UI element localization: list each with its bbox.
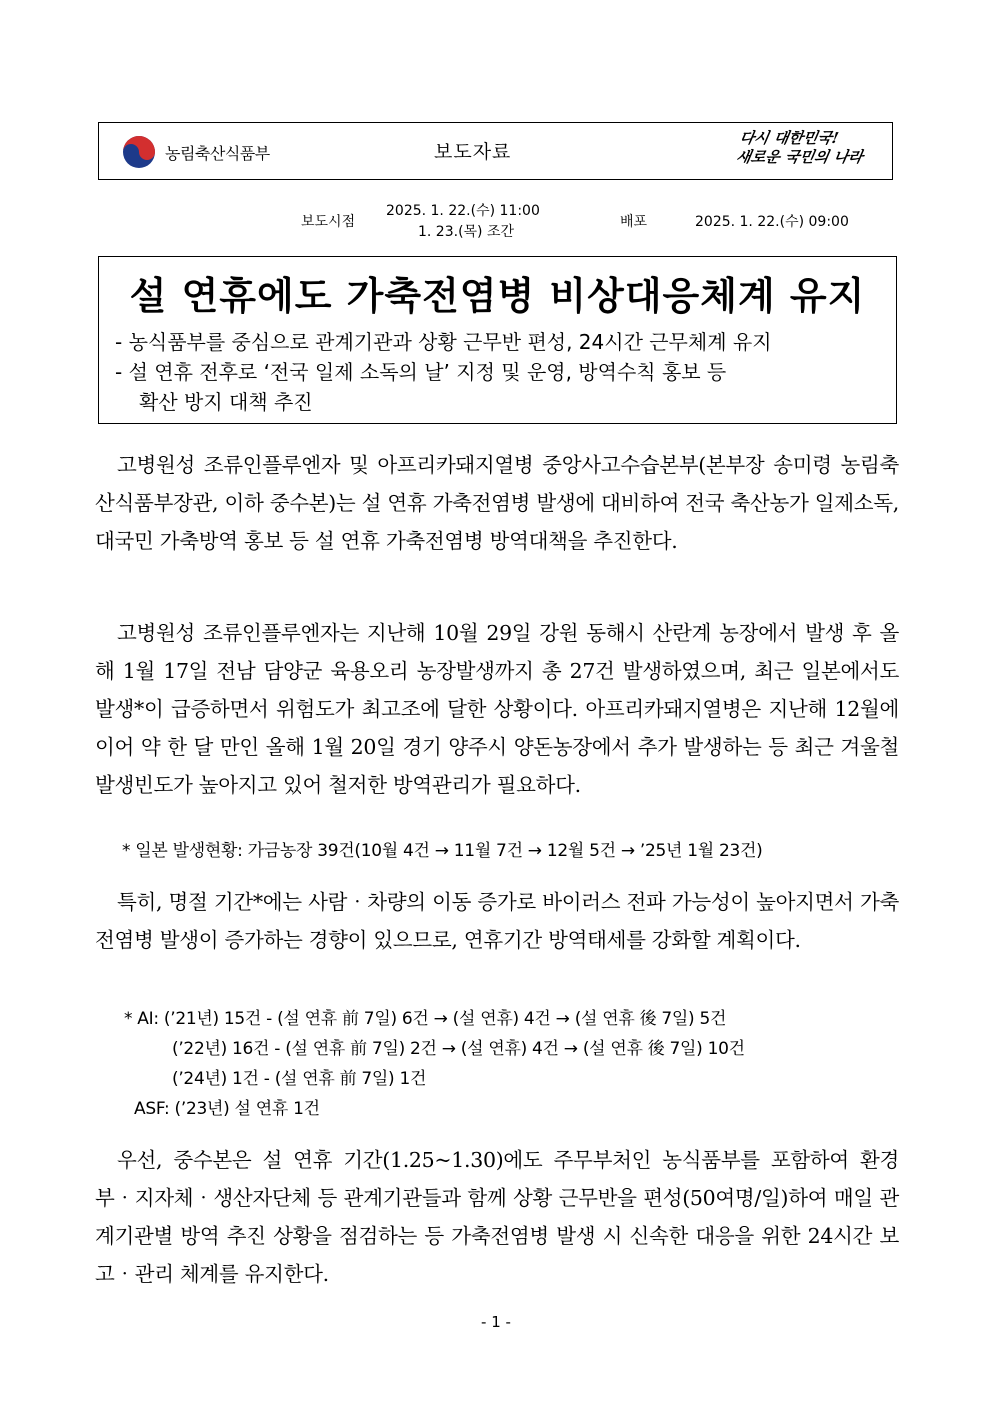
ministry-name: 농림축산식품부 [165, 143, 270, 163]
slogan-line2: 새로운 국민의 나라 [734, 148, 864, 166]
footnote-ai-2022: (’22년) 16건 - (설 연휴 前 7일) 2건 → (설 연휴) 4건 → (설 연휴 後 7일) 10건 [172, 1039, 745, 1059]
headline-box [98, 256, 897, 424]
footnote-asf-2023: ASF: (’23년) 설 연휴 1건 [134, 1099, 320, 1119]
slogan [734, 129, 867, 167]
slogan-line1: 다시 대한민국! [737, 129, 840, 147]
headline: 설 연휴에도 가축전염병 비상대응체계 유지 [129, 274, 866, 318]
footnote-japan: * 일본 발생현황: 가금농장 39건(10월 4건 → 11월 7건 → 12월 5건 → ’25년 1월 23건) [122, 841, 763, 861]
subheadline-1: - 농식품부를 중심으로 관계기관과 상황 근무반 편성, 24시간 근무체계 유지 [115, 330, 772, 354]
paragraph-4: 우선, 중수본은 설 연휴 기간(1.25~1.30)에도 주무부처인 농식품부를 포함하여 환경부‧지자체‧생산자단체 등 관계기관들과 함께 상황 근무반을 편성(50여명/일)하여 매일 관계기관별 방역 추진 상황을 점검하는 등 가축전염병 발생 시 신속한 대응을 위한 24시간 보고‧관리 체계를 유지한다. [95, 1148, 899, 1286]
footnote-ai-2024: (’24년) 1건 - (설 연휴 前 7일) 1건 [172, 1069, 427, 1089]
distribution-label: 배포 [620, 214, 648, 230]
release-time: 2025. 1. 22.(수) 11:00 [386, 203, 540, 219]
footnote-ai-2021: * AI: (’21년) 15건 - (설 연휴 前 7일) 6건 → (설 연휴) 4건 → (설 연휴 後 7일) 5건 [124, 1009, 727, 1029]
taegeuk-emblem-icon [121, 134, 157, 170]
paragraph-3: 특히, 명절 기간*에는 사람‧차량의 이동 증가로 바이러스 전파 가능성이 높아지면서 가축전염병 발생이 증가하는 경향이 있으므로, 연휴기간 방역태세를 강화할 계획이다. [95, 890, 899, 952]
subheadline-2-cont: 확산 방지 대책 추진 [139, 390, 313, 414]
ministry-logo [121, 134, 270, 170]
release-info [0, 197, 992, 243]
distribution-time: 2025. 1. 22.(수) 09:00 [695, 214, 849, 230]
subheadline-2: - 설 연휴 전후로 ‘전국 일제 소독의 날’ 지정 및 운영, 방역수칙 홍보 등 [115, 360, 727, 384]
masthead [98, 122, 893, 180]
subheadlines [115, 327, 890, 417]
page-number: - 1 - [481, 1313, 511, 1331]
doc-type-label: 보도자료 [434, 141, 512, 163]
release-label: 보도시점 [301, 214, 356, 230]
paragraph-1: 고병원성 조류인플루엔자 및 아프리카돼지열병 중앙사고수습본부(본부장 송미령 농림축산식품부장관, 이하 중수본)는 설 연휴 가축전염병 발생에 대비하여 전국 축산농가 일제소독, 대국민 가축방역 홍보 등 설 연휴 가축전염병 방역대책을 추진한다. [95, 453, 899, 553]
release-edition: 1. 23.(목) 조간 [418, 224, 515, 240]
paragraph-2: 고병원성 조류인플루엔자는 지난해 10월 29일 강원 동해시 산란계 농장에서 발생 후 올해 1월 17일 전남 담양군 육용오리 농장발생까지 총 27건 발생하였으며, 최근 일본에서도 발생*이 급증하면서 위험도가 최고조에 달한 상황이다. 아프리카돼지열병은 지난해 12월에 이어 약 한 달 만인 올해 1월 20일 경기 양주시 양돈농장에서 추가 발생하는 등 최근 겨울철 발생빈도가 높아지고 있어 철저한 방역관리가 필요하다. [95, 621, 899, 797]
